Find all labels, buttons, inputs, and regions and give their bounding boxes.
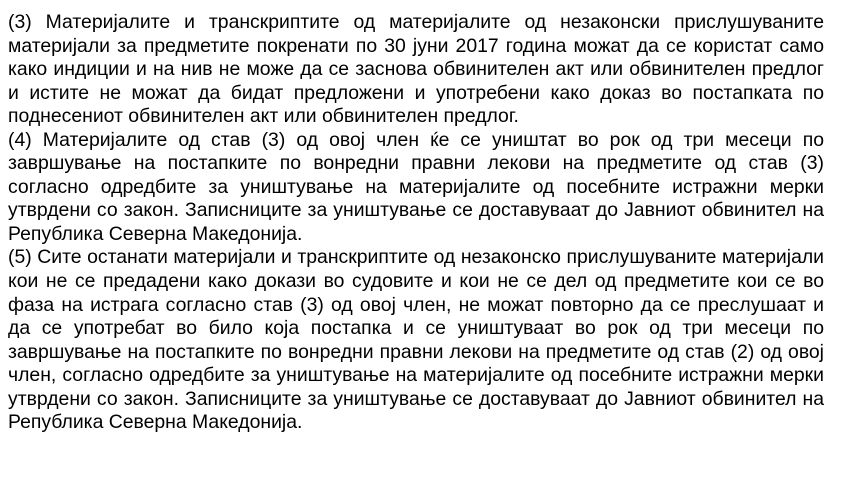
- paragraph-4: (4) Материјалите од став (3) од овој член ќе се уништат во рок од три месеци по завршување на постапките по вонредни правни лекови на предметите од став (3) согласно одредбите за уништување на материјалите од посебните истражни мерки утврдени со закон. Записниците за уништување се доставуваат до Јавниот обвинител на Република Северна Македонија.: [8, 128, 824, 245]
- document-body: [8, 11, 824, 435]
- paragraph-3: (3) Материјалите и транскриптите од материјалите од незаконски прислушуваните материјали за предметите покренати по 30 јуни 2017 година можат да се користат само како индиции и на нив не може да се заснова обвинителен акт или обвинителен предлог и истите не можат да бидат предложени и употребени како доказ во постапката по поднесениот обвинителен акт или обвинителен предлог.: [8, 11, 824, 128]
- paragraph-5: (5) Сите останати материјали и транскриптите од незаконско прислушуваните материјали кои не се предадени како докази во судовите и кои не се дел од предметите кои се во фаза на истрага согласно став (3) од овој член, не можат повторно да се преслушаат и да се употребат во било која постапка и се уништуваат во рок од три месеци по завршување на постапките по вонредни правни лекови на предметите од став (2) од овој член, согласно одредбите за уништување на материјалите од посебните истражни мерки утврдени со закон. Записниците за уништување се доставуваат до Јавниот обвинител на Република Северна Македонија.: [8, 246, 824, 434]
